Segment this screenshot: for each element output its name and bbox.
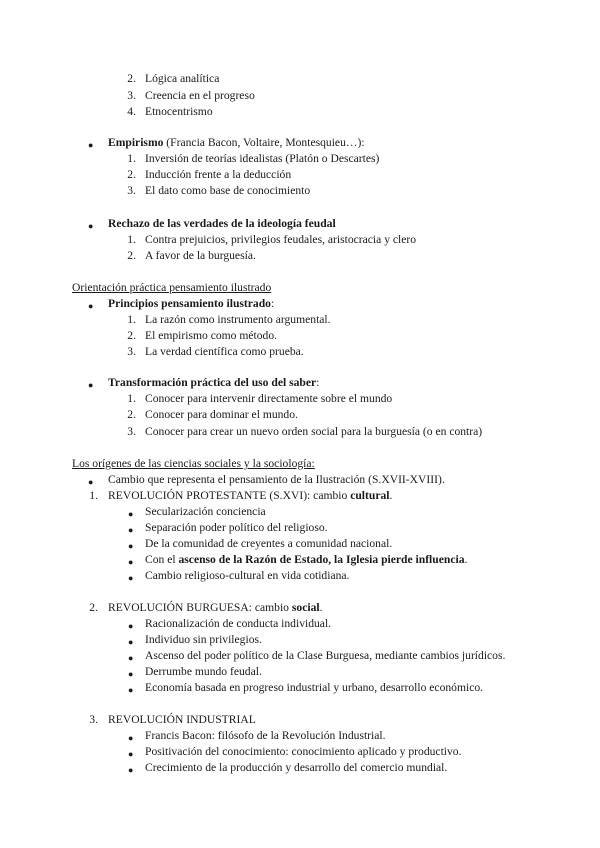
list-number: 1. <box>127 392 136 405</box>
list-item: Individuo sin privilegios. <box>145 633 262 646</box>
bullet-icon: ● <box>128 749 134 759</box>
bullet-icon: ● <box>88 380 94 390</box>
list-number: 4. <box>127 105 136 118</box>
list-number: 1. <box>127 152 136 165</box>
list-item: Positivación del conocimiento: conocimiento aplicado y productivo. <box>145 745 462 758</box>
intro-bullet: Cambio que representa el pensamiento de la Ilustración (S.XVII-XVIII). <box>108 473 445 486</box>
section-heading: Los orígenes de las ciencias sociales y la sociología: <box>72 457 315 470</box>
list-number: 2. <box>89 601 98 614</box>
list-item: La verdad científica como prueba. <box>145 345 304 358</box>
bullet-icon: ● <box>128 541 134 551</box>
bullet-icon: ● <box>128 573 134 583</box>
list-number: 3. <box>127 345 136 358</box>
rev-industrial-heading: REVOLUCIÓN INDUSTRIAL <box>108 713 256 726</box>
bullet-icon: ● <box>88 140 94 150</box>
list-item: Con el ascenso de la Razón de Estado, la Iglesia pierde influencia. <box>145 553 468 566</box>
list-item: A favor de la burguesía. <box>145 249 256 262</box>
rev-burguesa-heading: REVOLUCIÓN BURGUESA: cambio social. <box>108 601 323 614</box>
list-item: Etnocentrismo <box>145 105 213 118</box>
list-number: 2. <box>127 249 136 262</box>
list-number: 3. <box>89 713 98 726</box>
list-item: Francis Bacon: filósofo de la Revolución Industrial. <box>145 729 386 742</box>
bullet-icon: ● <box>128 509 134 519</box>
list-item: Contra prejuicios, privilegios feudales, aristocracia y clero <box>145 233 417 246</box>
list-number: 2. <box>127 408 136 421</box>
list-item: Derrumbe mundo feudal. <box>145 665 262 678</box>
rev-protestante-heading: REVOLUCIÓN PROTESTANTE (S.XVI): cambio cultural. <box>108 489 393 502</box>
list-number: 3. <box>127 184 136 197</box>
list-item: De la comunidad de creyentes a comunidad nacional. <box>145 537 393 550</box>
bullet-icon: ● <box>128 653 134 663</box>
bullet-icon: ● <box>128 765 134 775</box>
list-item: Economía basada en progreso industrial y urbano, desarrollo económico. <box>145 681 484 694</box>
bullet-icon: ● <box>128 621 134 631</box>
list-item: Racionalización de conducta individual. <box>145 617 332 630</box>
list-number: 2. <box>127 72 136 85</box>
list-item: Cambio religioso-cultural en vida cotidiana. <box>145 569 350 582</box>
list-item: Conocer para dominar el mundo. <box>145 408 298 421</box>
list-item: El empirismo como método. <box>145 329 278 342</box>
list-item: Inversión de teorías idealistas (Platón o Descartes) <box>145 152 380 165</box>
list-item: Conocer para crear un nuevo orden social para la burguesía (o en contra) <box>145 425 483 438</box>
rechazo-heading: Rechazo de las verdades de la ideología feudal <box>108 217 336 230</box>
transformacion-heading: Transformación práctica del uso del saber: <box>108 376 320 389</box>
bullet-icon: ● <box>88 221 94 231</box>
list-item: Secularización conciencia <box>145 505 266 518</box>
bullet-icon: ● <box>128 525 134 535</box>
principios-heading: Principios pensamiento ilustrado: <box>108 297 275 310</box>
list-item: Lógica analítica <box>145 72 220 85</box>
bullet-icon: ● <box>128 733 134 743</box>
list-number: 3. <box>127 425 136 438</box>
list-number: 1. <box>89 489 98 502</box>
list-item: Separación poder político del religioso. <box>145 521 328 534</box>
list-item: El dato como base de conocimiento <box>145 184 311 197</box>
section-heading: Orientación práctica pensamiento ilustrado <box>72 281 272 294</box>
list-number: 3. <box>127 89 136 102</box>
empirismo-heading: Empirismo (Francia Bacon, Voltaire, Montesquieu…): <box>108 136 365 149</box>
list-number: 1. <box>127 233 136 246</box>
bullet-icon: ● <box>128 669 134 679</box>
bullet-icon: ● <box>88 477 94 487</box>
list-item: Ascenso del poder político de la Clase Burguesa, mediante cambios jurídicos. <box>145 649 506 662</box>
list-number: 2. <box>127 329 136 342</box>
bullet-icon: ● <box>128 685 134 695</box>
bullet-icon: ● <box>128 637 134 647</box>
list-item: Inducción frente a la deducción <box>145 168 292 181</box>
list-item: La razón como instrumento argumental. <box>145 313 331 326</box>
bullet-icon: ● <box>88 301 94 311</box>
list-item: Conocer para intervenir directamente sobre el mundo <box>145 392 393 405</box>
list-number: 1. <box>127 313 136 326</box>
list-number: 2. <box>127 168 136 181</box>
list-item: Crecimiento de la producción y desarrollo del comercio mundial. <box>145 761 448 774</box>
bullet-icon: ● <box>128 557 134 567</box>
list-item: Creencia en el progreso <box>145 89 255 102</box>
